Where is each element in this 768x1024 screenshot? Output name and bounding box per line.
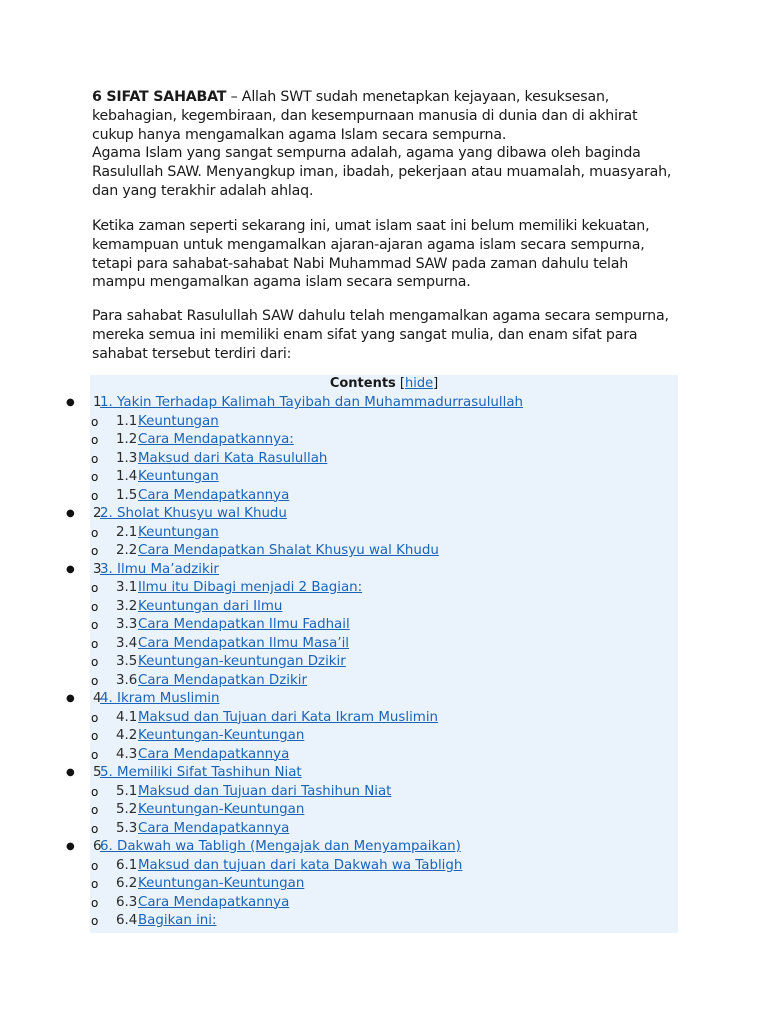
toc-subitem-number: 3.2 bbox=[116, 598, 138, 614]
toc-item-link[interactable]: 5. Memiliki Sifat Tashihun Niat bbox=[100, 765, 302, 780]
toc-subitem-link[interactable]: Maksud dan Tujuan dari Kata Ikram Muslimin bbox=[138, 709, 439, 725]
intro-paragraph bbox=[92, 88, 682, 144]
toc-item bbox=[66, 690, 678, 709]
paragraph-2: Ketika zaman seperti sekarang ini, umat islam saat ini belum memiliki kekuatan, kemampuan untuk mengamalkan ajaran-ajaran agama islam secara sempurna, tetapi para sahabat-sahabat Nabi Muhammad SAW pada zaman dahulu telah mampu mengamalkan agama islam secara sempurna. bbox=[92, 218, 650, 291]
toc-item-link[interactable]: 6. Dakwah wa Tabligh (Mengajak dan Menyampaikan) bbox=[100, 839, 461, 854]
toc-subitem bbox=[90, 487, 678, 506]
toc-subitem-number: 5.2 bbox=[116, 802, 138, 817]
toc-subitem-link[interactable]: Keuntungan bbox=[138, 524, 219, 540]
circle-bullet-icon: o bbox=[91, 803, 99, 817]
toc-item bbox=[66, 764, 678, 783]
toc-item-number: 4 bbox=[93, 691, 102, 706]
toc-item-link[interactable]: 3. Ilmu Ma’adzikir bbox=[100, 561, 219, 577]
toc-subitem-number: 5.1 bbox=[116, 783, 138, 799]
toc-subitem-link[interactable]: Maksud dari Kata Rasulullah bbox=[138, 450, 328, 466]
toc-subitem-link[interactable]: Maksud dan Tujuan dari Tashihun Niat bbox=[138, 783, 392, 799]
circle-bullet-icon: o bbox=[91, 414, 99, 429]
circle-bullet-icon: o bbox=[91, 673, 99, 688]
toc-item-number: 5 bbox=[93, 765, 102, 780]
toc-subitem bbox=[90, 727, 678, 746]
bullet-icon: ● bbox=[66, 693, 75, 704]
toc-item-number: 6 bbox=[93, 839, 102, 854]
toc-subitem-number: 1.5 bbox=[116, 487, 138, 503]
toc-item bbox=[66, 561, 678, 580]
circle-bullet-icon: o bbox=[91, 914, 99, 928]
circle-bullet-icon: o bbox=[91, 433, 99, 447]
toc-subitem-link[interactable]: Keuntungan-Keuntungan bbox=[138, 728, 305, 743]
bullet-icon: ● bbox=[66, 563, 75, 575]
toc-subitem-number: 4.1 bbox=[116, 709, 138, 725]
toc-subitem bbox=[90, 524, 678, 543]
circle-bullet-icon: o bbox=[91, 710, 99, 725]
toc-subitem bbox=[90, 783, 678, 802]
toc-subitem-number: 2.1 bbox=[116, 524, 138, 540]
toc-subitem bbox=[90, 579, 678, 598]
intro-section bbox=[92, 88, 682, 201]
circle-bullet-icon: o bbox=[91, 636, 99, 651]
circle-bullet-icon: o bbox=[91, 544, 99, 558]
circle-bullet-icon: o bbox=[91, 599, 99, 614]
intro-lead: 6 SIFAT SAHABAT bbox=[92, 89, 227, 105]
circle-bullet-icon: o bbox=[91, 729, 99, 743]
toc-subitem-number: 4.3 bbox=[116, 746, 138, 762]
toc-item-link[interactable]: 4. Ikram Muslimin bbox=[100, 691, 220, 706]
toc-item bbox=[66, 505, 678, 524]
toc-header bbox=[90, 376, 678, 392]
toc-subitem bbox=[90, 413, 678, 432]
toc-subitem-number: 3.5 bbox=[116, 654, 138, 669]
toc-subitem bbox=[90, 672, 678, 691]
toc-subitem-link[interactable]: Cara Mendapatkannya bbox=[138, 746, 290, 762]
toc-subitem-number: 6.4 bbox=[116, 913, 138, 928]
toc-subitem-number: 1.2 bbox=[116, 432, 138, 447]
toc-subitem bbox=[90, 894, 678, 913]
toc-subitem bbox=[90, 801, 678, 820]
toc-subitem bbox=[90, 598, 678, 617]
toc-subitem-number: 3.4 bbox=[116, 635, 138, 651]
toc-list bbox=[66, 394, 678, 931]
toc-subitem bbox=[90, 635, 678, 654]
toc-subitem-link[interactable]: Cara Mendapatkannya bbox=[138, 487, 290, 503]
toc-subitem-number: 3.3 bbox=[116, 617, 138, 632]
circle-bullet-icon: o bbox=[91, 618, 99, 632]
toc-hide-link[interactable]: hide bbox=[405, 376, 434, 391]
toc-subitem-link[interactable]: Keuntungan bbox=[138, 469, 219, 484]
table-of-contents bbox=[66, 375, 678, 933]
toc-subitem-number: 1.1 bbox=[116, 413, 138, 429]
toc-subitem-link[interactable]: Cara Mendapatkan Ilmu Fadhail bbox=[138, 617, 350, 632]
toc-subitem bbox=[90, 468, 678, 487]
toc-subitem-number: 3.1 bbox=[116, 580, 138, 595]
toc-subitem bbox=[90, 709, 678, 728]
circle-bullet-icon: o bbox=[91, 895, 99, 910]
toc-subitem bbox=[90, 875, 678, 894]
toc-subitem-link[interactable]: Ilmu itu Dibagi menjadi 2 Bagian: bbox=[138, 580, 363, 595]
toc-subitem bbox=[90, 616, 678, 635]
toc-item-number: 3 bbox=[93, 561, 102, 577]
toc-subitem-link[interactable]: Keuntungan-keuntungan Dzikir bbox=[138, 654, 346, 669]
toc-bracket-open: [ bbox=[399, 376, 405, 391]
toc-subitem-link[interactable]: Cara Mendapatkan Shalat Khusyu wal Khudu bbox=[138, 543, 439, 558]
toc-subitem-number: 4.2 bbox=[116, 728, 138, 743]
circle-bullet-icon: o bbox=[91, 451, 99, 466]
toc-subitem-link[interactable]: Cara Mendapatkannya bbox=[138, 894, 290, 910]
toc-subitem bbox=[90, 542, 678, 561]
toc-subitem-number: 1.3 bbox=[116, 450, 138, 466]
circle-bullet-icon: o bbox=[91, 877, 99, 891]
toc-subitem bbox=[90, 450, 678, 469]
bullet-icon: ● bbox=[66, 767, 75, 778]
circle-bullet-icon: o bbox=[91, 525, 99, 540]
toc-subitem-link[interactable]: Bagikan ini: bbox=[138, 913, 217, 928]
toc-subitem-link[interactable]: Cara Mendapatkannya: bbox=[138, 432, 294, 447]
toc-bracket-close: ] bbox=[433, 376, 439, 391]
toc-subitem-number: 6.3 bbox=[116, 894, 138, 910]
toc-subitem-link[interactable]: Keuntungan bbox=[138, 413, 219, 429]
toc-subitem-link[interactable]: Keuntungan-Keuntungan bbox=[138, 876, 305, 891]
paragraph-3: Para sahabat Rasulullah SAW dahulu telah mengamalkan agama secara sempurna, mereka semua ini memiliki enam sifat yang sangat mulia, dan enam sifat para sahabat tersebut terdiri dari: bbox=[92, 308, 669, 362]
toc-title: Contents bbox=[329, 376, 396, 391]
toc-subitem bbox=[90, 857, 678, 876]
circle-bullet-icon: o bbox=[91, 858, 99, 873]
toc-subitem-number: 2.2 bbox=[116, 543, 138, 558]
toc-subitem bbox=[90, 431, 678, 450]
toc-item-link[interactable]: 2. Sholat Khusyu wal Khudu bbox=[100, 506, 287, 521]
toc-item-number: 1 bbox=[93, 395, 102, 410]
toc-subitem-link[interactable]: Cara Mendapatkan Ilmu Masa’il bbox=[138, 635, 350, 651]
intro-text: – Allah SWT sudah menetapkan kejayaan, kesuksesan, kebahagian, kegembiraan, dan kesempurnaan manusia di dunia dan di akhirat cukup hanya mengamalkan agama Islam secara sempurna. bbox=[92, 89, 638, 143]
toc-subitem-link[interactable]: Keuntungan-Keuntungan bbox=[138, 802, 305, 817]
circle-bullet-icon: o bbox=[91, 488, 99, 503]
toc-subitem bbox=[90, 653, 678, 672]
bullet-icon: ● bbox=[66, 841, 75, 852]
circle-bullet-icon: o bbox=[91, 747, 99, 762]
toc-item bbox=[66, 838, 678, 857]
toc-subitem-link[interactable]: Keuntungan dari Ilmu bbox=[138, 598, 283, 614]
circle-bullet-icon: o bbox=[91, 655, 99, 669]
toc-subitem bbox=[90, 912, 678, 931]
toc-subitem bbox=[90, 746, 678, 765]
intro-paragraph-2: Agama Islam yang sangat sempurna adalah, agama yang dibawa oleh baginda Rasulullah SAW. Menyangkup iman, ibadah, pekerjaan atau muamalah, muasyarah, dan yang terakhir adalah ahlaq. bbox=[92, 145, 672, 199]
toc-subitem-number: 1.4 bbox=[116, 469, 138, 484]
bullet-icon: ● bbox=[66, 397, 75, 408]
toc-subitem-number: 3.6 bbox=[116, 672, 138, 688]
toc-subitem-number: 5.3 bbox=[116, 820, 138, 836]
toc-subitem-number: 6.2 bbox=[116, 876, 138, 891]
toc-subitem-link[interactable]: Cara Mendapatkan Dzikir bbox=[138, 672, 307, 688]
circle-bullet-icon: o bbox=[91, 821, 99, 836]
circle-bullet-icon: o bbox=[91, 470, 99, 484]
toc-item bbox=[66, 394, 678, 413]
toc-item-number: 2 bbox=[93, 506, 102, 521]
toc-subitem-link[interactable]: Maksud dan tujuan dari kata Dakwah wa Tabligh bbox=[138, 857, 463, 873]
toc-subitem-link[interactable]: Cara Mendapatkannya bbox=[138, 820, 290, 836]
toc-subitem-number: 6.1 bbox=[116, 857, 138, 873]
bullet-icon: ● bbox=[66, 508, 75, 519]
toc-subitem bbox=[90, 820, 678, 839]
circle-bullet-icon: o bbox=[91, 784, 99, 799]
circle-bullet-icon: o bbox=[91, 581, 99, 595]
toc-item-link[interactable]: 1. Yakin Terhadap Kalimah Tayibah dan Muhammadurrasulullah bbox=[100, 395, 524, 410]
